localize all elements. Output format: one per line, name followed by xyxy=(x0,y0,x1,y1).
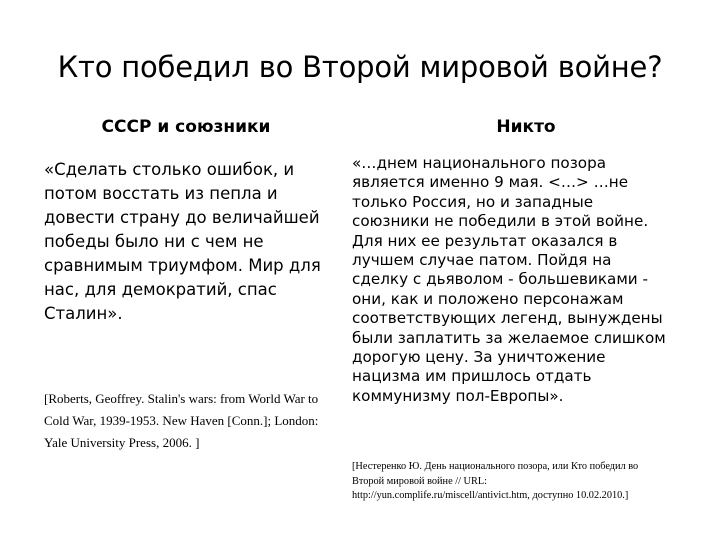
right-quote: «…днем национального позора является именно 9 мая. <…> …не только Россия, но и западные союзники не победили в этой войне. Для них ее результат оказался в лучшем случае патом. Пойдя на сделку с дьяволом - большевиками - они, как и положено персонажам соответствующих легенд, вынуждены были заплатить за желаемое слишком дорогую цену. За уничтожение нацизма им пришлось отдать коммунизму пол-Европы». xyxy=(352,154,666,405)
slide-title: Кто победил во Второй мировой войне? xyxy=(57,50,663,84)
left-column-heading: СССР и союзники xyxy=(101,117,271,137)
left-quote: «Сделать столько ошибок, и потом восстать из пепла и довести страну до величайшей победы было ни с чем не сравнимым триумфом. Мир для нас, для демократий, спас Сталин». xyxy=(44,160,321,323)
left-reference: [Roberts, Geoffrey. Stalin's wars: from World War to Cold War, 1939-1953. New Haven [Conn.]; London: Yale University Press, 2006. ] xyxy=(44,391,319,450)
right-reference: [Нестеренко Ю. День национального позора, или Кто победил во Второй мировой войне // URL: http://yun.complife.ru/miscell/antivict.htm, доступно 10.02.2010.] xyxy=(352,461,639,502)
right-column-heading: Никто xyxy=(496,117,556,137)
